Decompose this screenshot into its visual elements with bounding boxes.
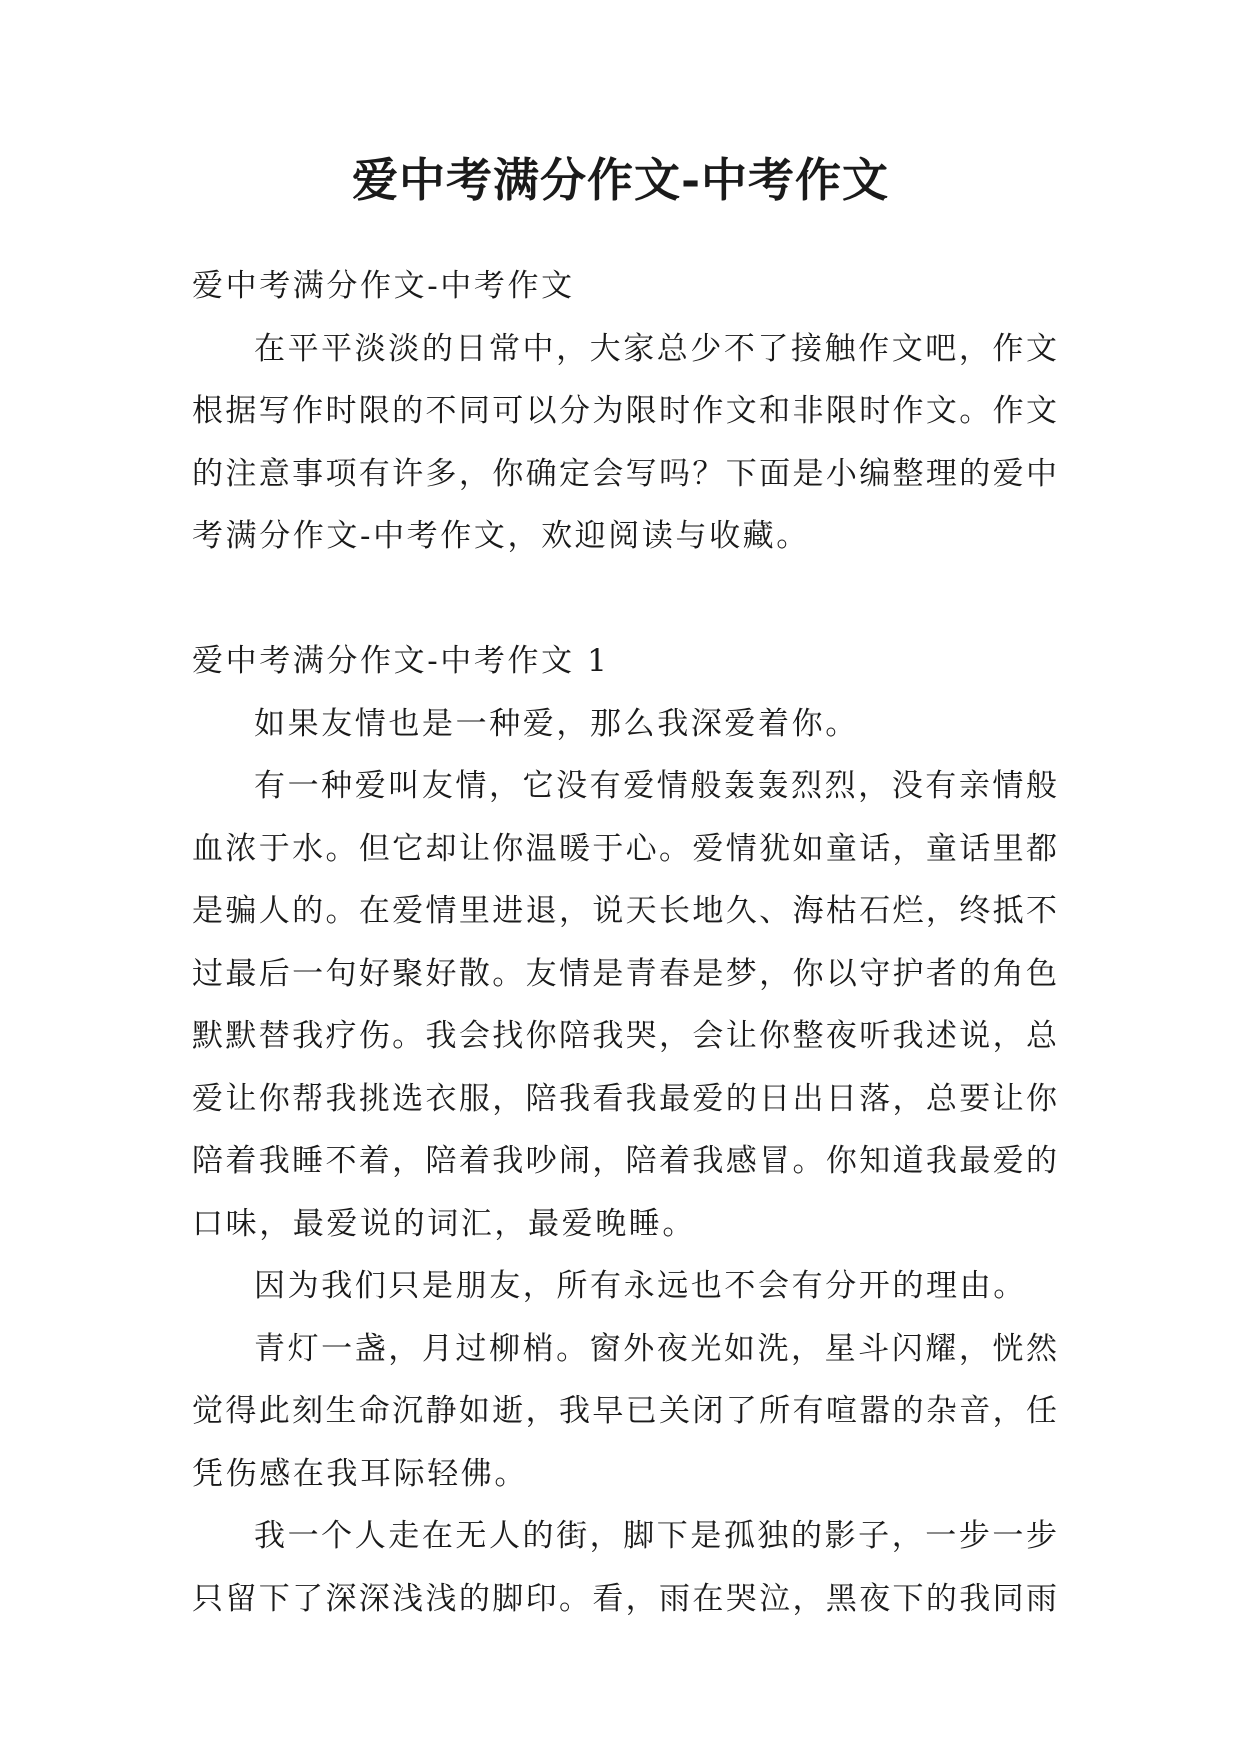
section-intro [192,255,1057,568]
page-title: 爱中考满分作文-中考作文 [351,153,890,207]
text-line: 觉得此刻生命沉静如逝，我早已关闭了所有喧嚣的杂音，任 [192,1393,1057,1429]
text-line: 陪着我睡不着，陪着我吵闹，陪着我感冒。你知道我最爱的 [192,1143,1057,1179]
text-line: 根据写作时限的不同可以分为限时作文和非限时作文。作文 [192,393,1057,429]
section-heading: 爱中考满分作文-中考作文 1 [192,643,610,679]
text-line: 血浓于水。但它却让你温暖于心。爱情犹如童话，童话里都 [192,830,1057,867]
section-essay-1 [192,630,1057,1630]
text-line: 有一种爱叫友情，它没有爱情般轰轰烈烈，没有亲情般 [254,768,1057,804]
text-line: 如果友情也是一种爱，那么我深爱着你。 [254,705,859,742]
text-line: 只留下了深深浅浅的脚印。看，雨在哭泣，黑夜下的我同雨 [192,1580,1057,1617]
text-line: 考满分作文-中考作文，欢迎阅读与收藏。 [192,518,810,554]
paragraph [192,755,1057,1255]
paragraph [192,693,1057,756]
text-line: 在平平淡淡的日常中，大家总少不了接触作文吧，作文 [254,330,1057,367]
text-line: 默默替我疗伤。我会找你陪我哭，会让你整夜听我述说，总 [192,1018,1057,1054]
text-line: 口味，最爱说的词汇，最爱晚睡。 [192,1205,696,1242]
text-line: 我一个人走在无人的街，脚下是孤独的影子，一步一步 [254,1518,1057,1554]
paragraph [192,1505,1057,1630]
paragraph [192,1255,1057,1318]
text-line: 过最后一句好聚好散。友情是青春是梦，你以守护者的角色 [192,955,1057,992]
text-line: 凭伤感在我耳际轻佛。 [192,1455,528,1492]
text-line: 青灯一盏，月过柳梢。窗外夜光如洗，星斗闪耀，恍然 [254,1330,1057,1367]
paragraph [192,318,1057,568]
section-heading: 爱中考满分作文-中考作文 [192,268,575,304]
text-line: 是骗人的。在爱情里进退，说天长地久、海枯石烂，终抵不 [192,893,1057,929]
document-body [192,255,1057,1630]
section-spacer [192,568,1057,631]
text-line: 因为我们只是朋友，所有永远也不会有分开的理由。 [254,1268,1027,1304]
text-line: 的注意事项有许多，你确定会写吗？下面是小编整理的爱中 [192,455,1057,492]
text-line: 爱让你帮我挑选衣服，陪我看我最爱的日出日落，总要让你 [192,1080,1057,1117]
paragraph [192,1318,1057,1506]
